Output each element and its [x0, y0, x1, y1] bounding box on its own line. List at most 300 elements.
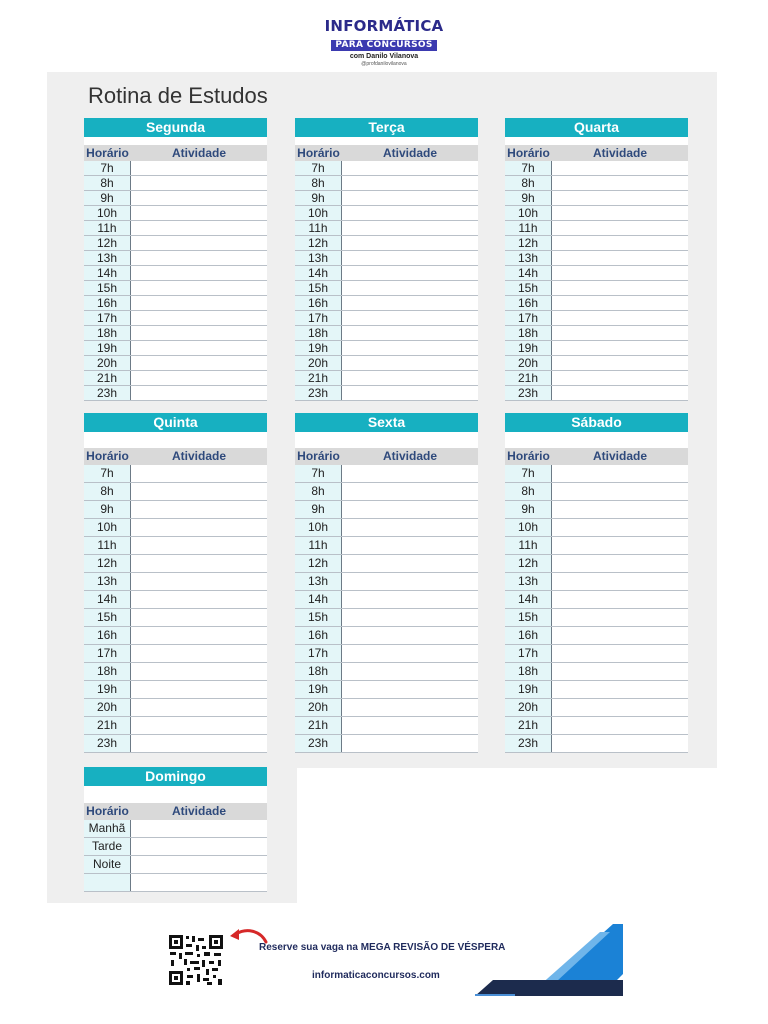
hour-cell: 18h: [505, 326, 552, 340]
activity-cell[interactable]: [131, 681, 267, 698]
activity-cell[interactable]: [131, 483, 267, 500]
hour-cell: 17h: [295, 311, 342, 325]
hour-cell: 21h: [295, 371, 342, 385]
table-row: [84, 663, 267, 681]
hour-cell: 14h: [84, 591, 131, 608]
activity-cell[interactable]: [342, 251, 478, 265]
table-row: [84, 326, 267, 341]
hour-cell: 13h: [505, 251, 552, 265]
activity-cell[interactable]: [342, 371, 478, 385]
hour-cell: 11h: [295, 221, 342, 235]
hour-cell: 15h: [505, 609, 552, 626]
activity-cell[interactable]: [342, 645, 478, 662]
activity-cell[interactable]: [552, 735, 688, 752]
hour-cell: 14h: [295, 591, 342, 608]
activity-cell[interactable]: [131, 236, 267, 250]
activity-cell[interactable]: [131, 699, 267, 716]
activity-cell[interactable]: [552, 465, 688, 482]
logo-line-4: @profdanilovilanova: [361, 61, 407, 67]
table-row: [295, 501, 478, 519]
promo-banner[interactable]: [160, 924, 623, 996]
table-row: [505, 645, 688, 663]
activity-cell[interactable]: [131, 266, 267, 280]
activity-cell[interactable]: [552, 591, 688, 608]
activity-cell[interactable]: [342, 206, 478, 220]
column-activity-label: Atividade: [171, 449, 226, 463]
activity-cell[interactable]: [342, 519, 478, 536]
table-row: [84, 266, 267, 281]
table-row: [84, 717, 267, 735]
activity-cell[interactable]: [131, 465, 267, 482]
activity-cell[interactable]: [131, 627, 267, 644]
activity-cell[interactable]: [552, 627, 688, 644]
activity-cell[interactable]: [342, 326, 478, 340]
hour-cell: 8h: [505, 483, 552, 500]
activity-cell[interactable]: [131, 874, 267, 891]
hour-cell: 8h: [295, 176, 342, 190]
activity-cell[interactable]: [342, 699, 478, 716]
hour-cell: 17h: [84, 311, 131, 325]
activity-cell[interactable]: [552, 483, 688, 500]
table-row: [295, 236, 478, 251]
hour-cell: 10h: [295, 206, 342, 220]
table-row: [295, 341, 478, 356]
column-header: [295, 145, 478, 161]
table-row: [84, 555, 267, 573]
table-row: [84, 356, 267, 371]
hour-cell: 12h: [295, 236, 342, 250]
activity-cell[interactable]: [552, 191, 688, 205]
hour-cell: 20h: [505, 699, 552, 716]
logo-line-1: INFORMÁTICA: [324, 17, 444, 35]
table-row: [295, 206, 478, 221]
activity-cell[interactable]: [342, 501, 478, 518]
table-row: [505, 717, 688, 735]
hour-cell: 17h: [295, 645, 342, 662]
column-header: [84, 145, 267, 161]
activity-cell[interactable]: [131, 735, 267, 752]
hour-cell: 23h: [295, 735, 342, 752]
table-row: [84, 573, 267, 591]
hour-cell: 16h: [84, 296, 131, 310]
table-row: [505, 386, 688, 401]
hour-cell: 12h: [505, 236, 552, 250]
hour-cell: 14h: [505, 591, 552, 608]
table-row: [295, 266, 478, 281]
hour-cell: 9h: [84, 501, 131, 518]
table-row: [84, 311, 267, 326]
table-row: [84, 856, 267, 874]
qr-code-icon[interactable]: [168, 934, 224, 986]
table-row: [505, 627, 688, 645]
activity-cell[interactable]: [131, 591, 267, 608]
day-header: Domingo: [84, 767, 267, 786]
hour-cell: 19h: [295, 681, 342, 698]
hour-cell: 15h: [84, 609, 131, 626]
spacer: [84, 786, 267, 803]
day-header: Sexta: [295, 413, 478, 432]
activity-cell[interactable]: [342, 386, 478, 400]
hour-cell: 17h: [84, 645, 131, 662]
hour-cell: 15h: [295, 609, 342, 626]
activity-cell[interactable]: [131, 717, 267, 734]
brand-logo: [318, 17, 450, 67]
table-row: [295, 717, 478, 735]
hour-cell: 15h: [505, 281, 552, 295]
table-row: [295, 573, 478, 591]
hour-cell: 21h: [84, 371, 131, 385]
website-link[interactable]: informaticaconcursos.com: [312, 970, 440, 981]
hour-cell: 10h: [84, 519, 131, 536]
table-row: [84, 296, 267, 311]
table-row: [505, 663, 688, 681]
hour-cell: 12h: [84, 555, 131, 572]
activity-cell[interactable]: [131, 537, 267, 554]
table-row: [84, 176, 267, 191]
hour-cell: 7h: [295, 161, 342, 175]
table-row: [295, 356, 478, 371]
table-row: [505, 573, 688, 591]
hour-cell: 19h: [505, 341, 552, 355]
activity-cell[interactable]: [131, 856, 267, 873]
activity-cell[interactable]: [552, 663, 688, 680]
activity-cell[interactable]: [342, 537, 478, 554]
table-row: [84, 699, 267, 717]
activity-cell[interactable]: [552, 537, 688, 554]
table-row: [505, 221, 688, 236]
hour-cell: 10h: [505, 206, 552, 220]
activity-cell[interactable]: [552, 236, 688, 250]
hour-cell: 18h: [295, 326, 342, 340]
table-row: [505, 699, 688, 717]
activity-cell[interactable]: [131, 573, 267, 590]
activity-cell[interactable]: [131, 663, 267, 680]
hour-cell: 9h: [505, 191, 552, 205]
table-row: [505, 326, 688, 341]
activity-cell[interactable]: [552, 296, 688, 310]
activity-cell[interactable]: [131, 251, 267, 265]
activity-cell[interactable]: [131, 820, 267, 837]
activity-cell[interactable]: [552, 501, 688, 518]
activity-cell[interactable]: [131, 371, 267, 385]
column-hour-label: Horário: [297, 449, 340, 463]
activity-cell[interactable]: [552, 356, 688, 370]
hour-cell: 11h: [84, 221, 131, 235]
table-row: [84, 609, 267, 627]
hour-cell: 18h: [295, 663, 342, 680]
activity-cell[interactable]: [552, 645, 688, 662]
activity-cell[interactable]: [342, 717, 478, 734]
activity-cell[interactable]: [131, 838, 267, 855]
table-row: [84, 371, 267, 386]
activity-cell[interactable]: [342, 191, 478, 205]
column-hour-label: Horário: [507, 146, 550, 160]
activity-cell[interactable]: [552, 161, 688, 175]
hour-cell: 8h: [84, 176, 131, 190]
column-hour-label: Horário: [86, 146, 129, 160]
activity-cell[interactable]: [131, 609, 267, 626]
hour-cell: 8h: [84, 483, 131, 500]
spacer: [295, 432, 478, 448]
table-row: [295, 251, 478, 266]
table-row: [84, 735, 267, 753]
activity-cell[interactable]: [342, 296, 478, 310]
day-header: Quarta: [505, 118, 688, 137]
hour-cell: 11h: [84, 537, 131, 554]
hour-cell: 19h: [84, 341, 131, 355]
activity-cell[interactable]: [131, 206, 267, 220]
hour-cell: 11h: [505, 221, 552, 235]
column-hour-label: Horário: [297, 146, 340, 160]
activity-cell[interactable]: [552, 555, 688, 572]
day-table-1: [84, 118, 267, 401]
activity-cell[interactable]: [552, 341, 688, 355]
table-row: [295, 537, 478, 555]
hour-cell: 17h: [505, 311, 552, 325]
column-header: [295, 448, 478, 465]
period-cell: Tarde: [84, 838, 131, 855]
activity-cell[interactable]: [131, 645, 267, 662]
activity-cell[interactable]: [552, 699, 688, 716]
table-row: [505, 281, 688, 296]
day-header: Sábado: [505, 413, 688, 432]
activity-cell[interactable]: [131, 176, 267, 190]
activity-cell[interactable]: [342, 341, 478, 355]
activity-cell[interactable]: [342, 591, 478, 608]
column-header: [84, 803, 267, 820]
table-row: [505, 356, 688, 371]
hour-cell: 13h: [84, 251, 131, 265]
activity-cell[interactable]: [552, 206, 688, 220]
logo-line-2: PARA CONCURSOS: [331, 40, 436, 51]
hour-cell: 10h: [505, 519, 552, 536]
activity-cell[interactable]: [342, 266, 478, 280]
hour-cell: 8h: [295, 483, 342, 500]
table-row: [84, 221, 267, 236]
hour-cell: 13h: [505, 573, 552, 590]
activity-cell[interactable]: [131, 161, 267, 175]
activity-cell[interactable]: [552, 266, 688, 280]
table-row: [295, 735, 478, 753]
activity-cell[interactable]: [552, 221, 688, 235]
hour-cell: 20h: [84, 699, 131, 716]
activity-cell[interactable]: [131, 311, 267, 325]
day-table-5: [295, 413, 478, 753]
activity-cell[interactable]: [342, 483, 478, 500]
table-row: [84, 341, 267, 356]
table-row: [505, 735, 688, 753]
table-row: [84, 483, 267, 501]
hour-cell: 16h: [505, 296, 552, 310]
activity-cell[interactable]: [131, 555, 267, 572]
column-activity-label: Atividade: [171, 146, 226, 160]
activity-cell[interactable]: [552, 311, 688, 325]
activity-cell[interactable]: [342, 465, 478, 482]
table-row: [295, 221, 478, 236]
activity-cell[interactable]: [342, 681, 478, 698]
activity-cell[interactable]: [342, 609, 478, 626]
column-header: [84, 448, 267, 465]
activity-cell[interactable]: [552, 371, 688, 385]
activity-cell[interactable]: [342, 236, 478, 250]
activity-cell[interactable]: [342, 555, 478, 572]
activity-cell[interactable]: [342, 176, 478, 190]
table-row: [505, 501, 688, 519]
activity-cell[interactable]: [552, 326, 688, 340]
hour-cell: 12h: [505, 555, 552, 572]
activity-cell[interactable]: [552, 386, 688, 400]
activity-cell[interactable]: [131, 191, 267, 205]
hour-cell: 20h: [295, 356, 342, 370]
spacer: [505, 432, 688, 448]
activity-cell[interactable]: [342, 311, 478, 325]
table-row: [295, 645, 478, 663]
table-row: [84, 820, 267, 838]
table-row: [505, 371, 688, 386]
column-activity-label: Atividade: [382, 449, 437, 463]
column-hour-label: Horário: [86, 804, 129, 818]
activity-cell[interactable]: [342, 627, 478, 644]
hour-cell: 23h: [505, 735, 552, 752]
activity-cell[interactable]: [552, 281, 688, 295]
hour-cell: 11h: [505, 537, 552, 554]
hour-cell: 7h: [505, 465, 552, 482]
activity-cell[interactable]: [131, 356, 267, 370]
table-row: [295, 681, 478, 699]
table-row: [505, 681, 688, 699]
table-row: [505, 236, 688, 251]
table-row: [505, 176, 688, 191]
table-row: [505, 341, 688, 356]
period-cell: [84, 874, 131, 891]
activity-cell[interactable]: [552, 519, 688, 536]
table-row: [295, 465, 478, 483]
activity-cell[interactable]: [552, 681, 688, 698]
table-row: [84, 645, 267, 663]
hour-cell: 23h: [295, 386, 342, 400]
activity-cell[interactable]: [131, 341, 267, 355]
hour-cell: 19h: [505, 681, 552, 698]
table-row: [505, 206, 688, 221]
activity-cell[interactable]: [342, 573, 478, 590]
activity-cell[interactable]: [342, 221, 478, 235]
activity-cell[interactable]: [552, 573, 688, 590]
table-row: [295, 519, 478, 537]
hour-cell: 13h: [84, 573, 131, 590]
hour-cell: 18h: [84, 326, 131, 340]
table-row: [84, 501, 267, 519]
hour-cell: 8h: [505, 176, 552, 190]
hour-cell: 21h: [84, 717, 131, 734]
table-row: [295, 371, 478, 386]
table-row: [84, 161, 267, 176]
hour-cell: 9h: [84, 191, 131, 205]
table-row: [295, 326, 478, 341]
hour-cell: 13h: [295, 573, 342, 590]
table-row: [295, 311, 478, 326]
hour-cell: 15h: [295, 281, 342, 295]
activity-cell[interactable]: [131, 326, 267, 340]
table-row: [505, 591, 688, 609]
activity-cell[interactable]: [131, 221, 267, 235]
period-cell: Noite: [84, 856, 131, 873]
table-row: [505, 296, 688, 311]
spacer: [505, 137, 688, 145]
activity-cell[interactable]: [131, 519, 267, 536]
table-row: [505, 609, 688, 627]
hour-cell: 14h: [84, 266, 131, 280]
table-row: [295, 296, 478, 311]
table-row: [295, 191, 478, 206]
day-header: Terça: [295, 118, 478, 137]
hour-cell: 16h: [295, 627, 342, 644]
column-activity-label: Atividade: [592, 449, 647, 463]
column-header: [505, 145, 688, 161]
activity-cell[interactable]: [552, 609, 688, 626]
activity-cell[interactable]: [342, 663, 478, 680]
activity-cell[interactable]: [131, 386, 267, 400]
promo-text: Reserve sua vaga na MEGA REVISÃO DE VÉSPERA: [259, 942, 506, 953]
table-row: [295, 161, 478, 176]
activity-cell[interactable]: [552, 176, 688, 190]
table-row: [295, 483, 478, 501]
hour-cell: 16h: [505, 627, 552, 644]
spacer: [295, 137, 478, 145]
table-row: [505, 266, 688, 281]
table-row: [84, 465, 267, 483]
activity-cell[interactable]: [342, 735, 478, 752]
activity-cell[interactable]: [552, 717, 688, 734]
table-row: [84, 838, 267, 856]
hour-cell: 16h: [295, 296, 342, 310]
table-row: [505, 519, 688, 537]
activity-cell[interactable]: [342, 161, 478, 175]
activity-cell[interactable]: [131, 501, 267, 518]
hour-cell: 19h: [295, 341, 342, 355]
table-row: [295, 627, 478, 645]
activity-cell[interactable]: [552, 251, 688, 265]
column-hour-label: Horário: [86, 449, 129, 463]
table-row: [84, 251, 267, 266]
hour-cell: 20h: [505, 356, 552, 370]
hour-cell: 18h: [84, 663, 131, 680]
period-cell: Manhã: [84, 820, 131, 837]
table-row: [84, 537, 267, 555]
hour-cell: 9h: [505, 501, 552, 518]
hour-cell: 23h: [505, 386, 552, 400]
hour-cell: 9h: [295, 501, 342, 518]
hour-cell: 12h: [295, 555, 342, 572]
table-row: [295, 176, 478, 191]
hour-cell: 21h: [295, 717, 342, 734]
table-row: [505, 483, 688, 501]
activity-cell[interactable]: [342, 356, 478, 370]
activity-cell[interactable]: [342, 281, 478, 295]
table-row: [84, 386, 267, 401]
decorative-stripes: [475, 924, 623, 996]
activity-cell[interactable]: [131, 296, 267, 310]
activity-cell[interactable]: [131, 281, 267, 295]
hour-cell: 9h: [295, 191, 342, 205]
hour-cell: 21h: [505, 371, 552, 385]
column-activity-label: Atividade: [382, 146, 437, 160]
table-row: [505, 251, 688, 266]
table-row: [505, 311, 688, 326]
hour-cell: 10h: [295, 519, 342, 536]
day-header: Quinta: [84, 413, 267, 432]
table-row: [505, 465, 688, 483]
column-activity-label: Atividade: [592, 146, 647, 160]
